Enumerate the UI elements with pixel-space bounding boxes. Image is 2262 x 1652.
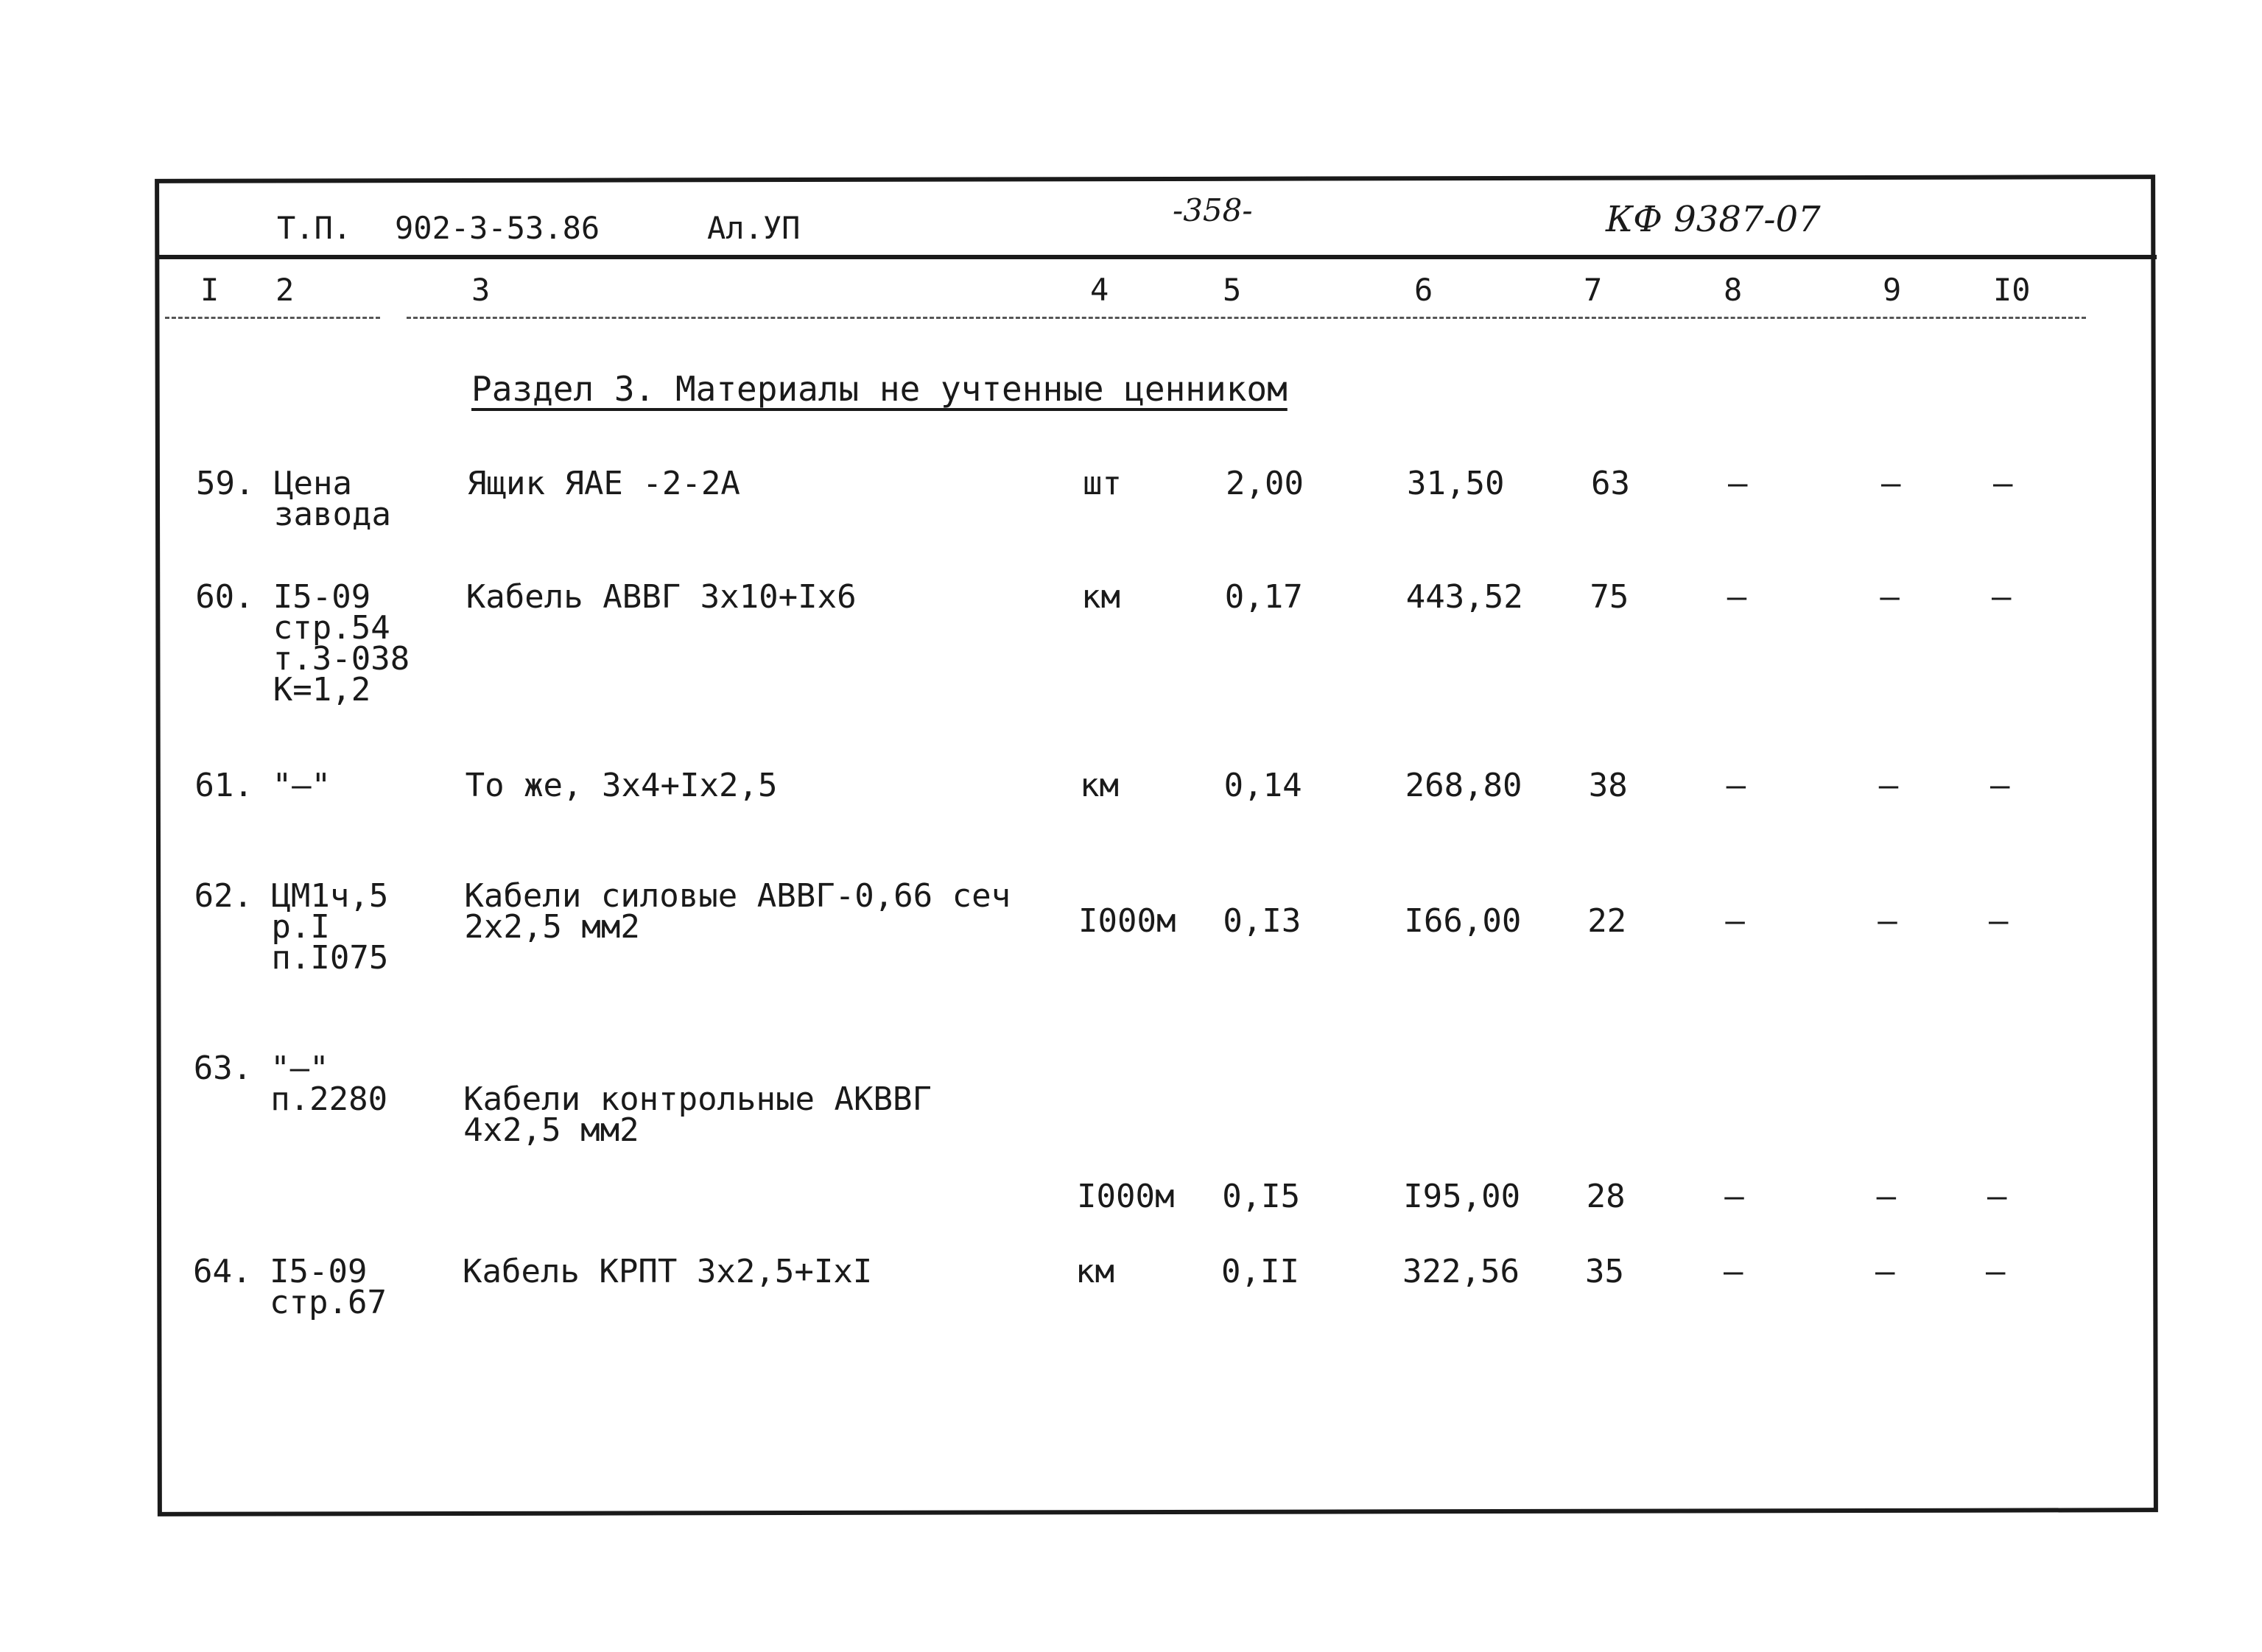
cell-qty: 0,I3	[1223, 902, 1302, 940]
cell-num: 60.	[195, 578, 254, 616]
cell-price: 443,52	[1405, 578, 1523, 616]
cell-name: Ящик ЯАЕ -2-2А	[467, 465, 740, 502]
cell-name: То же, 3х4+Iх2,5	[465, 767, 778, 804]
column-number-5: 5	[1223, 272, 1242, 308]
cell-c10: –	[1986, 1253, 2006, 1290]
cell-unit: I000м	[1077, 1178, 1175, 1215]
cell-price: 31,50	[1407, 465, 1505, 502]
cell-unit: км	[1075, 1253, 1114, 1290]
cell-c8: –	[1728, 465, 1748, 502]
cell-name: Кабели силовые АВВГ-0,66 сеч 2х2,5 мм2	[464, 877, 1011, 946]
cell-total: 28	[1586, 1178, 1626, 1215]
section-title: Раздел 3. Материалы не учтенные ценником	[471, 369, 1288, 409]
cell-total: 38	[1588, 767, 1628, 804]
cell-unit: I000м	[1078, 902, 1176, 940]
column-number-8: 8	[1724, 272, 1743, 308]
cell-qty: 0,14	[1223, 767, 1302, 804]
kf-number: КФ 9387-07	[1606, 199, 1821, 240]
cell-ref: ЦМ1ч,5 р.I п.I075	[271, 877, 389, 977]
column-number-9: 9	[1883, 272, 1902, 308]
cell-c10: –	[1990, 767, 2010, 804]
cell-qty: 0,I5	[1222, 1178, 1301, 1215]
header-divider	[156, 255, 2157, 259]
header-underline-1	[165, 317, 380, 319]
cell-price: I66,00	[1404, 902, 1522, 940]
cell-c9: –	[1876, 1178, 1897, 1215]
cell-c10: –	[1987, 1178, 2007, 1215]
album-label: Ал.УП	[707, 210, 801, 246]
doc-code: 902-3-53.86	[395, 210, 600, 246]
cell-price: I95,00	[1403, 1178, 1521, 1215]
cell-c9: –	[1880, 578, 1900, 616]
cell-c8: –	[1724, 1253, 1743, 1290]
cell-total: 35	[1585, 1253, 1624, 1290]
column-number-2: 2	[275, 272, 295, 308]
doc-type: Т.П.	[277, 210, 352, 246]
cell-c10: –	[1989, 902, 2009, 940]
cell-c8: –	[1724, 1178, 1744, 1215]
header-underline-2	[407, 317, 2086, 319]
cell-c10: –	[1993, 465, 2013, 502]
cell-c9: –	[1878, 902, 1897, 940]
column-number-1: I	[200, 272, 219, 308]
cell-price: 268,80	[1405, 767, 1522, 804]
cell-num: 63.	[193, 1050, 253, 1087]
cell-total: 22	[1587, 902, 1627, 940]
cell-name: Кабели контрольные АКВВГ 4х2,5 мм2	[463, 1080, 932, 1149]
cell-c9: –	[1875, 1253, 1895, 1290]
cell-ref: I5-09 стр.54 т.3-038 К=1,2	[273, 578, 410, 709]
cell-c8: –	[1727, 578, 1747, 616]
cell-c9: –	[1878, 767, 1899, 804]
cell-total: 75	[1590, 578, 1629, 616]
cell-ref: "–"	[272, 767, 331, 804]
column-number-7: 7	[1584, 272, 1603, 308]
cell-c9: –	[1881, 465, 1901, 502]
cell-c8: –	[1726, 767, 1746, 804]
cell-total: 63	[1591, 465, 1630, 502]
cell-c8: –	[1725, 902, 1745, 940]
cell-ref: "–" п.2280	[270, 1050, 388, 1118]
cell-num: 61.	[194, 767, 253, 804]
cell-num: 62.	[194, 877, 253, 915]
page-number: -358-	[1173, 192, 1253, 228]
cell-name: Кабель КРПТ 3х2,5+IхI	[463, 1253, 873, 1290]
cell-c10: –	[1992, 578, 2012, 616]
cell-ref: I5-09 стр.67	[270, 1253, 387, 1321]
cell-qty: 2,00	[1226, 465, 1304, 502]
cell-num: 59.	[196, 465, 255, 502]
cell-num: 64.	[193, 1253, 252, 1290]
cell-price: 322,56	[1402, 1253, 1520, 1290]
column-number-6: 6	[1414, 272, 1433, 308]
cell-ref: Цена завода	[274, 465, 391, 533]
column-number-4: 4	[1090, 272, 1109, 308]
cell-unit: км	[1080, 767, 1119, 804]
cell-unit: км	[1081, 578, 1120, 616]
cell-qty: 0,17	[1224, 578, 1303, 616]
cell-qty: 0,II	[1221, 1253, 1299, 1290]
cell-name: Кабель АВВГ 3х10+Iх6	[466, 578, 857, 616]
column-number-3: 3	[471, 272, 491, 308]
column-number-10: I0	[1993, 272, 2031, 308]
cell-unit: шт	[1083, 465, 1122, 502]
